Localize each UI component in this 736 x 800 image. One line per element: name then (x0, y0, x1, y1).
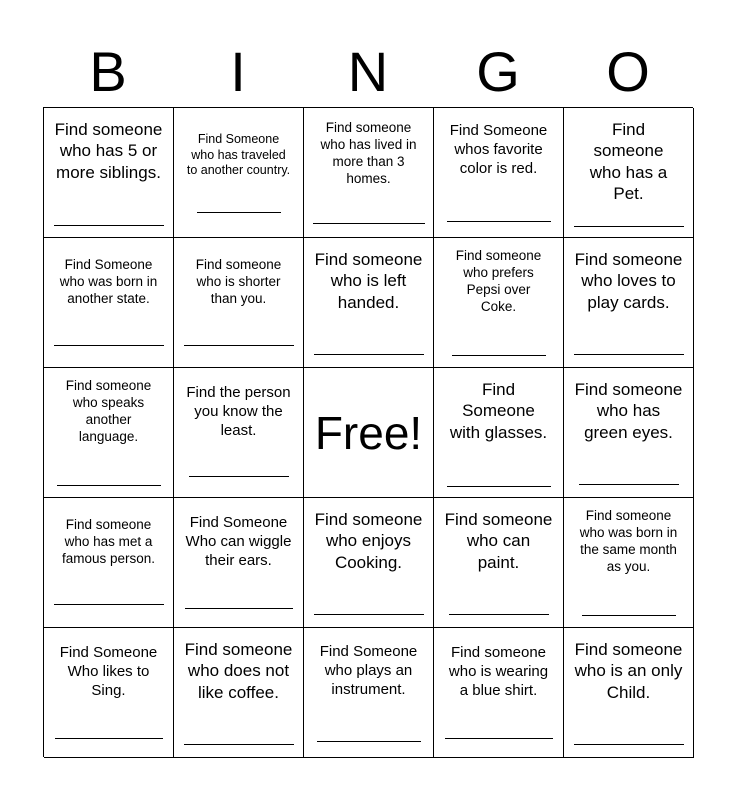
bingo-cell (44, 368, 174, 498)
header-letter-i: I (230, 40, 246, 103)
signature-line (197, 212, 281, 213)
bingo-cell (434, 108, 564, 238)
bingo-cell (174, 238, 304, 368)
bingo-cell (434, 368, 564, 498)
cell-text: Find someone who can paint. (444, 510, 553, 572)
cell-text: Find someone who speaks another language. (65, 378, 152, 444)
cell-text: Find someone who is left handed. (314, 250, 423, 312)
signature-line (185, 608, 293, 609)
bingo-cell (44, 498, 174, 628)
cell-text: Find Someone who was born in another state. (59, 257, 158, 306)
bingo-cell (304, 498, 434, 628)
bingo-cell (304, 108, 434, 238)
signature-line (314, 614, 424, 615)
signature-line (189, 476, 289, 477)
signature-line (574, 354, 684, 355)
signature-line (314, 354, 424, 355)
bingo-cell (44, 238, 174, 368)
bingo-grid (43, 107, 693, 757)
bingo-cell (174, 368, 304, 498)
signature-line (184, 345, 294, 346)
bingo-cell (434, 628, 564, 758)
bingo-cell (304, 628, 434, 758)
bingo-cell (304, 238, 434, 368)
bingo-cell (564, 498, 694, 628)
signature-line (579, 484, 679, 485)
bingo-cell-free (304, 368, 434, 498)
header-letter-o: O (606, 40, 650, 103)
bingo-cell (174, 498, 304, 628)
cell-text: Find someone who is wearing a blue shirt. (448, 644, 549, 699)
bingo-cell (44, 628, 174, 758)
cell-text: Find someone who prefers Pepsi over Coke. (455, 248, 542, 314)
cell-text: Find someone who does not like coffee. (184, 640, 293, 702)
signature-line (54, 604, 164, 605)
cell-text: Find the person you know the least. (186, 384, 291, 439)
signature-line (582, 615, 676, 616)
signature-line (57, 485, 161, 486)
cell-text: Find someone who has 5 or more siblings. (54, 120, 163, 182)
bingo-cell (564, 628, 694, 758)
header-letter-g: G (476, 40, 520, 103)
bingo-cell (564, 368, 694, 498)
cell-text: Find someone who has lived in more than 3 homes. (320, 120, 417, 186)
signature-line (445, 738, 553, 739)
signature-line (574, 744, 684, 745)
signature-line (55, 738, 163, 739)
cell-text: Find someone who is an only Child. (574, 640, 683, 702)
bingo-cell (174, 628, 304, 758)
bingo-cell (174, 108, 304, 238)
signature-line (313, 223, 425, 224)
bingo-cell (434, 498, 564, 628)
bingo-cell (434, 238, 564, 368)
cell-text: Find someone who was born in the same month as you. (579, 508, 678, 574)
signature-line (54, 225, 164, 226)
signature-line (449, 614, 549, 615)
header-letter-n: N (347, 40, 389, 103)
cell-text: Find someone who has green eyes. (574, 380, 683, 442)
cell-text: Find Someone who plays an instrument. (319, 643, 418, 698)
cell-text: Find someone who enjoys Cooking. (314, 510, 423, 572)
bingo-cell (44, 108, 174, 238)
signature-line (447, 486, 551, 487)
header-letter-b: B (89, 40, 127, 103)
cell-text: Find Someone whos favorite color is red. (449, 122, 548, 177)
signature-line (574, 226, 684, 227)
signature-line (452, 355, 546, 356)
free-space-text: Free! (314, 406, 423, 459)
bingo-cell (564, 108, 694, 238)
signature-line (317, 741, 421, 742)
cell-text: Find someone who has met a famous person. (61, 517, 156, 566)
cell-text: Find Someone with glasses. (449, 380, 548, 442)
cell-text: Find Someone Who can wiggle their ears. (185, 514, 292, 569)
bingo-header (43, 40, 693, 104)
signature-line (447, 221, 551, 222)
signature-line (184, 744, 294, 745)
bingo-cell (564, 238, 694, 368)
cell-text: Find someone who has a Pet. (589, 120, 668, 203)
signature-line (54, 345, 164, 346)
cell-text: Find Someone who has traveled to another country. (186, 132, 291, 178)
cell-text: Find someone who loves to play cards. (574, 250, 683, 312)
cell-text: Find someone who is shorter than you. (195, 257, 282, 306)
cell-text: Find Someone Who likes to Sing. (59, 644, 158, 699)
